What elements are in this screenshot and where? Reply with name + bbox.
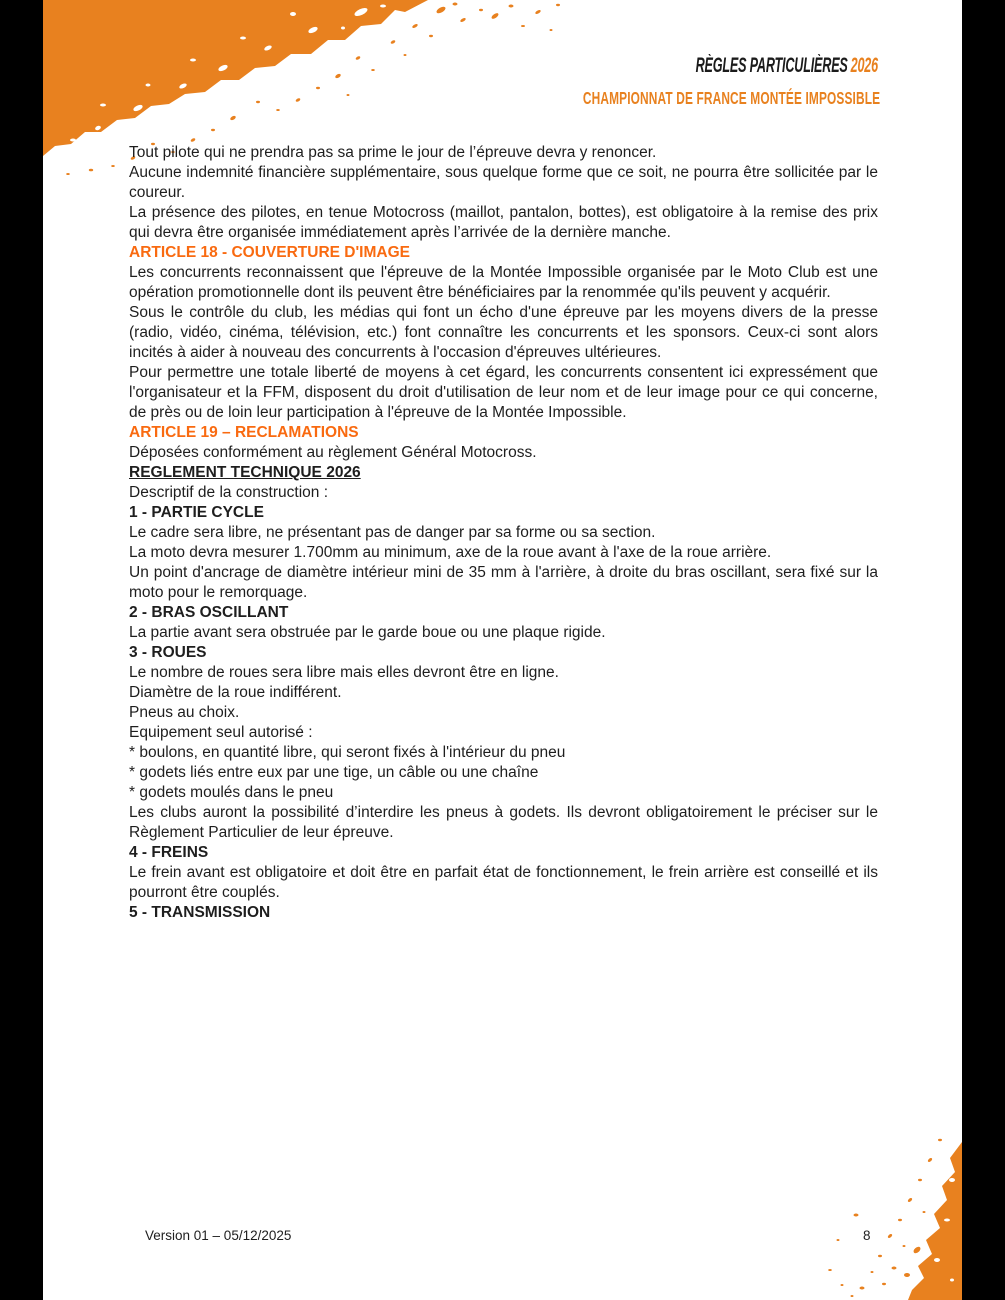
section-2-line-1: La partie avant sera obstruée par le garde boue ou une plaque rigide.	[129, 624, 606, 641]
equipment-label: Equipement seul autorisé :	[129, 724, 313, 741]
intro-paragraph-2: Aucune indemnité financière supplémentaire, sous quelque forme que ce soit, ne pourra être sollicitée par le coureur.	[129, 164, 878, 201]
intro-paragraph-1: Tout pilote qui ne prendra pas sa prime le jour de l’épreuve devra y renoncer.	[129, 144, 657, 161]
article-18-paragraph-2: Sous le contrôle du club, les médias qui font un écho d'une épreuve par les moyens divers de la presse (radio, vidéo, cinéma, télévision, etc.) font connaître les concurrents et les sponsors. Ceux-ci sont alors incités à aider à nouveau des concurrents à l'occasion d'épreuves ultérieures.	[129, 304, 878, 361]
section-2-heading: 2 - BRAS OSCILLANT	[129, 604, 289, 621]
section-1-heading: 1 - PARTIE CYCLE	[129, 504, 264, 521]
footer-page-number: 8	[863, 1228, 871, 1243]
reglement-technique-subtitle: Descriptif de la construction :	[129, 484, 329, 501]
document-content	[129, 143, 878, 923]
equipment-bullet-2: * godets liés entre eux par une tige, un câble ou une chaîne	[129, 764, 539, 781]
equipment-bullet-1: * boulons, en quantité libre, qui seront fixés à l'intérieur du pneu	[129, 744, 566, 761]
section-1-line-2: La moto devra mesurer 1.700mm au minimum, axe de la roue avant à l'axe de la roue arrière.	[129, 544, 772, 561]
document-page	[43, 0, 962, 1300]
section-3-line-3: Pneus au choix.	[129, 704, 240, 721]
article-18-paragraph-1: Les concurrents reconnaissent que l'épreuve de la Montée Impossible organisée par le Moto Club est une opération promotionnelle dont ils peuvent être bénéficiaires par la renommée qu'ils peuvent y acquérir.	[129, 264, 878, 301]
header-title-text: RÈGLES PARTICULIÈRES	[695, 54, 848, 77]
section-3-line-1: Le nombre de roues sera libre mais elles devront être en ligne.	[129, 664, 559, 681]
header-subtitle: CHAMPIONNAT DE FRANCE MONTÉE IMPOSSIBLE	[582, 88, 880, 108]
section-4-line-1: Le frein avant est obligatoire et doit être en parfait état de fonctionnement, le frein arrière est conseillé et ils pourront être couplés.	[129, 864, 878, 901]
section-1-line-1: Le cadre sera libre, ne présentant pas de danger par sa forme ou sa section.	[129, 524, 656, 541]
article-19-heading: ARTICLE 19 – RECLAMATIONS	[129, 424, 359, 441]
intro-paragraph-3: La présence des pilotes, en tenue Motocross (maillot, pantalon, bottes), est obligatoire à la remise des prix qui devra être organisée immédiatement après l’arrivée de la dernière manche.	[129, 204, 878, 241]
header-title-year: 2026	[850, 54, 878, 77]
section-3-note: Les clubs auront la possibilité d’interdire les pneus à godets. Ils devront obligatoirement le préciser sur le Règlement Particulier de leur épreuve.	[129, 804, 878, 841]
section-3-line-2: Diamètre de la roue indifférent.	[129, 684, 342, 701]
article-18-heading: ARTICLE 18 - COUVERTURE D'IMAGE	[129, 244, 410, 261]
article-19-paragraph: Déposées conformément au règlement Général Motocross.	[129, 444, 537, 461]
section-5-heading: 5 - TRANSMISSION	[129, 904, 271, 921]
orange-splash-bottom-right	[812, 1120, 962, 1300]
section-1-line-3: Un point d'ancrage de diamètre intérieur mini de 35 mm à l'arrière, à droite du bras oscillant, sera fixé sur la moto pour le remorquage.	[129, 564, 878, 601]
article-18-paragraph-3: Pour permettre une totale liberté de moyens à cet égard, les concurrents consentent ici expressément que l'organisateur et la FFM, disposent du droit d'utilisation de leur nom et de leur image pour ce qui concerne, de près ou de loin leur participation à l'épreuve de la Montée Impossible.	[129, 364, 878, 421]
header-title	[696, 54, 878, 78]
footer-version: Version 01 – 05/12/2025	[145, 1228, 292, 1243]
reglement-technique-heading: REGLEMENT TECHNIQUE 2026	[129, 464, 361, 481]
equipment-bullet-3: * godets moulés dans le pneu	[129, 784, 334, 801]
section-4-heading: 4 - FREINS	[129, 844, 209, 861]
section-3-heading: 3 - ROUES	[129, 644, 207, 661]
